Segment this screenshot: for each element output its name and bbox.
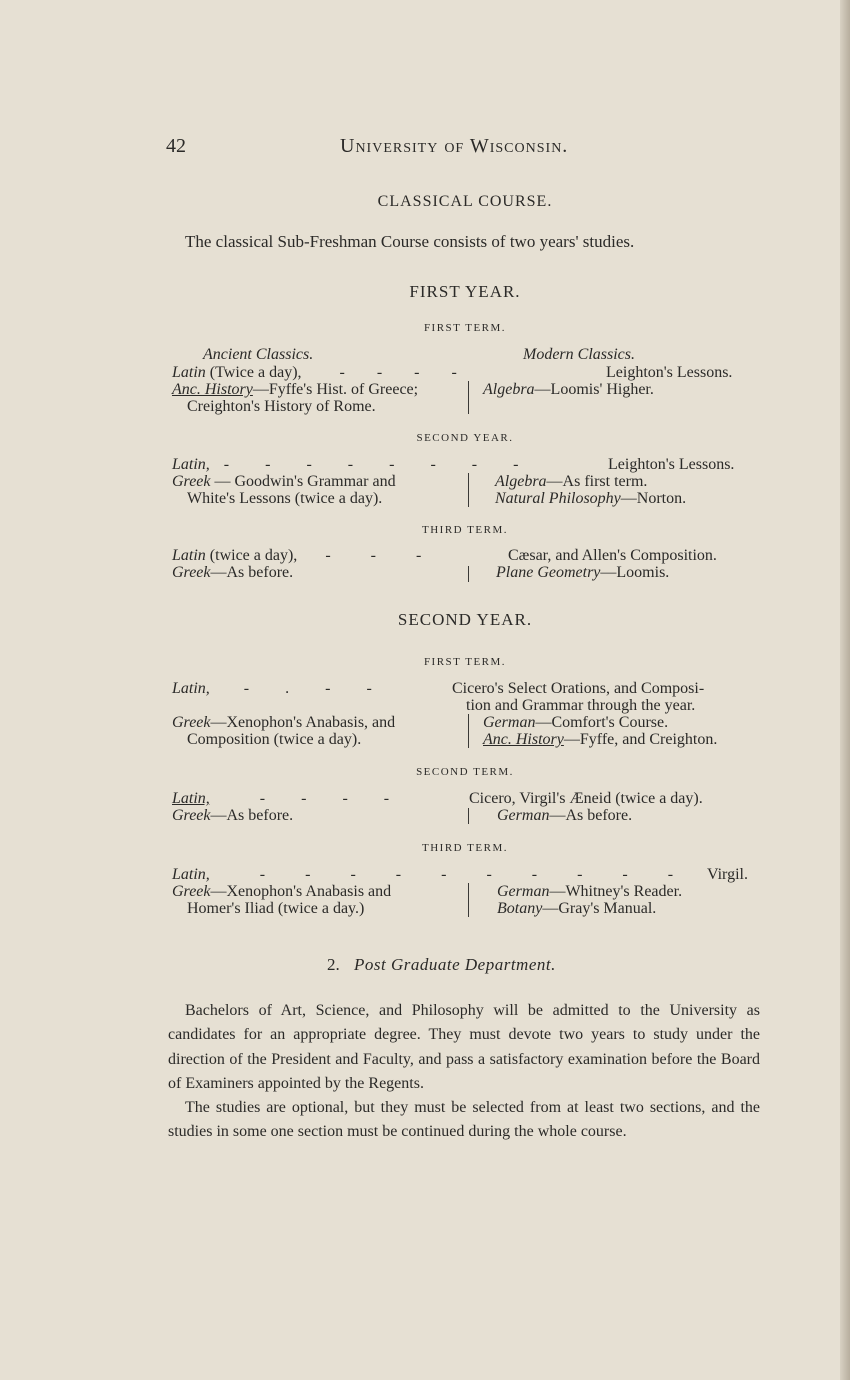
year2-term1-label: FIRST TERM. <box>423 656 507 668</box>
y1t3-greek-line <box>172 564 293 582</box>
y2t2-german-line <box>497 807 632 825</box>
col-head-ancient-text: Ancient Classics. <box>203 346 314 363</box>
column-divider <box>468 808 469 824</box>
latin-detail: (twice a day), <box>205 547 298 564</box>
german-detail: —Whitney's Reader. <box>549 883 683 900</box>
column-divider <box>468 473 469 507</box>
year2-term2-label: SECOND TERM. <box>416 766 514 778</box>
subject-greek: Greek <box>172 714 211 731</box>
y2t1-latin-line: Latin, - . - - <box>172 680 372 697</box>
subject-latin: Latin <box>172 547 206 564</box>
y1t1-latin-book: Leighton's Lessons. <box>606 364 733 381</box>
y2t3-botany-line <box>497 900 656 918</box>
y2t2-latin-line: Latin, - - - - <box>172 790 390 807</box>
y1t2-greek-cont: White's Lessons (twice a day). <box>187 490 383 507</box>
subject-latin: Latin, <box>172 866 210 883</box>
anc-detail: —Fyffe, and Creighton. <box>563 731 718 748</box>
y1t2-natphil-line <box>495 490 686 508</box>
section-number: 2. <box>327 955 340 974</box>
post-graduate-heading <box>327 955 556 975</box>
year2-title: SECOND YEAR. <box>397 610 533 629</box>
paragraph-1: Bachelors of Art, Science, and Philosophy will be admitted to the University as candidates for an appropriate degree. They must devote two years to study under the direction of the President and Faculty, and pass a satisfactory examination before the Board of Examiners appointed by the Regents. <box>168 1002 760 1092</box>
y2t1-anc-line <box>483 731 717 749</box>
running-title: University of Wisconsin. <box>340 135 569 157</box>
y2t1-latin-book: Cicero's Select Orations, and Composi- <box>452 680 705 697</box>
col-head-ancient <box>203 346 313 364</box>
german-detail: —As before. <box>549 807 633 824</box>
y2t1-latin-book-cont: tion and Grammar through the year. <box>466 697 696 714</box>
subject-algebra: Algebra <box>495 473 547 490</box>
y1t3-latin-book: Cæsar, and Allen's Composition. <box>508 547 717 564</box>
subject-plane-geometry: Plane Geometry <box>496 564 601 581</box>
page-number: 42 <box>166 135 186 157</box>
section-heading: Post Graduate Department. <box>354 955 556 974</box>
y1t1-anc-line <box>172 381 418 399</box>
greek-detail: —Xenophon's Anabasis and <box>210 883 392 900</box>
subject-german: German <box>497 807 550 824</box>
y1t2-latin-line: Latin, - - - - - - - - <box>172 456 519 473</box>
greek-detail: —As before. <box>210 807 294 824</box>
y2t1-greek-line <box>172 714 395 732</box>
y2t3-greek-line <box>172 883 391 901</box>
subject-greek: Greek <box>172 473 211 490</box>
col-head-modern <box>523 346 635 364</box>
subject-greek: Greek <box>172 564 211 581</box>
natphil-detail: —Norton. <box>620 490 687 507</box>
section-title: CLASSICAL COURSE. <box>377 193 553 210</box>
intro-text: The classical Sub-Freshman Course consists of two years' studies. <box>185 232 635 251</box>
y1t3-latin-line: Latin (twice a day), - - - <box>172 547 422 564</box>
subject-latin: Latin, <box>172 456 210 473</box>
botany-detail: —Gray's Manual. <box>542 900 657 917</box>
paragraph-2: The studies are optional, but they must be selected from at least two sections, and the studies in some one section must be continued during the whole course. <box>168 1099 760 1141</box>
subject-german: German <box>497 883 550 900</box>
y2t3-greek-cont: Homer's Iliad (twice a day.) <box>187 900 365 917</box>
subject-latin: Latin, <box>172 790 210 807</box>
column-divider <box>468 714 469 748</box>
greek-detail: —Xenophon's Anabasis, and <box>210 714 396 731</box>
latin-detail: (Twice a day), <box>205 364 302 381</box>
col-head-modern-text: Modern Classics. <box>523 346 635 363</box>
year1-term1-label: FIRST TERM. <box>423 322 507 334</box>
y1t1-algebra-line <box>483 381 654 399</box>
subject-greek: Greek <box>172 883 211 900</box>
subject-algebra: Algebra <box>483 381 535 398</box>
subject-natural-philosophy: Natural Philosophy <box>495 490 621 507</box>
subject-latin: Latin <box>172 364 206 381</box>
subject-anc-history: Anc. History <box>172 381 253 398</box>
algebra-detail: —As first term. <box>546 473 648 490</box>
greek-detail: —As before. <box>210 564 294 581</box>
y1t1-anc-cont: Creighton's History of Rome. <box>187 398 376 415</box>
anc-detail: —Fyffe's Hist. of Greece; <box>252 381 419 398</box>
subject-latin: Latin, <box>172 680 210 697</box>
german-detail: —Comfort's Course. <box>535 714 669 731</box>
subject-botany: Botany <box>497 900 543 917</box>
year1-title: FIRST YEAR. <box>409 282 521 301</box>
year1-term3-label: THIRD TERM. <box>422 524 508 536</box>
column-divider <box>468 566 469 582</box>
geom-detail: —Loomis. <box>600 564 670 581</box>
column-divider <box>468 883 469 917</box>
y2t1-greek-cont: Composition (twice a day). <box>187 731 362 748</box>
y2t2-latin-book: Cicero, Virgil's Æneid (twice a day). <box>469 790 703 807</box>
subject-greek: Greek <box>172 807 211 824</box>
y2t2-greek-line <box>172 807 293 825</box>
y2t1-german-line <box>483 714 668 732</box>
year2-term3-label: THIRD TERM. <box>422 842 508 854</box>
year1-term2-label: SECOND YEAR. <box>416 432 514 444</box>
y1t2-latin-book: Leighton's Lessons. <box>608 456 735 473</box>
y2t3-latin-book: Virgil. <box>707 866 748 883</box>
y1t1-latin-line: Latin (Twice a day), - - - - <box>172 364 457 381</box>
post-graduate-body <box>168 999 760 1145</box>
algebra-detail: —Loomis' Higher. <box>534 381 654 398</box>
column-divider <box>468 381 469 414</box>
y2t3-latin-line: Latin, - - - - - - - - - - <box>172 866 674 883</box>
greek-detail: — Goodwin's Grammar and <box>210 473 396 490</box>
y1t2-greek-line <box>172 473 396 491</box>
y2t3-german-line <box>497 883 682 901</box>
y1t3-geom-line <box>496 564 669 582</box>
subject-anc-history: Anc. History <box>483 731 564 748</box>
subject-german: German <box>483 714 536 731</box>
y1t2-algebra-line <box>495 473 647 491</box>
